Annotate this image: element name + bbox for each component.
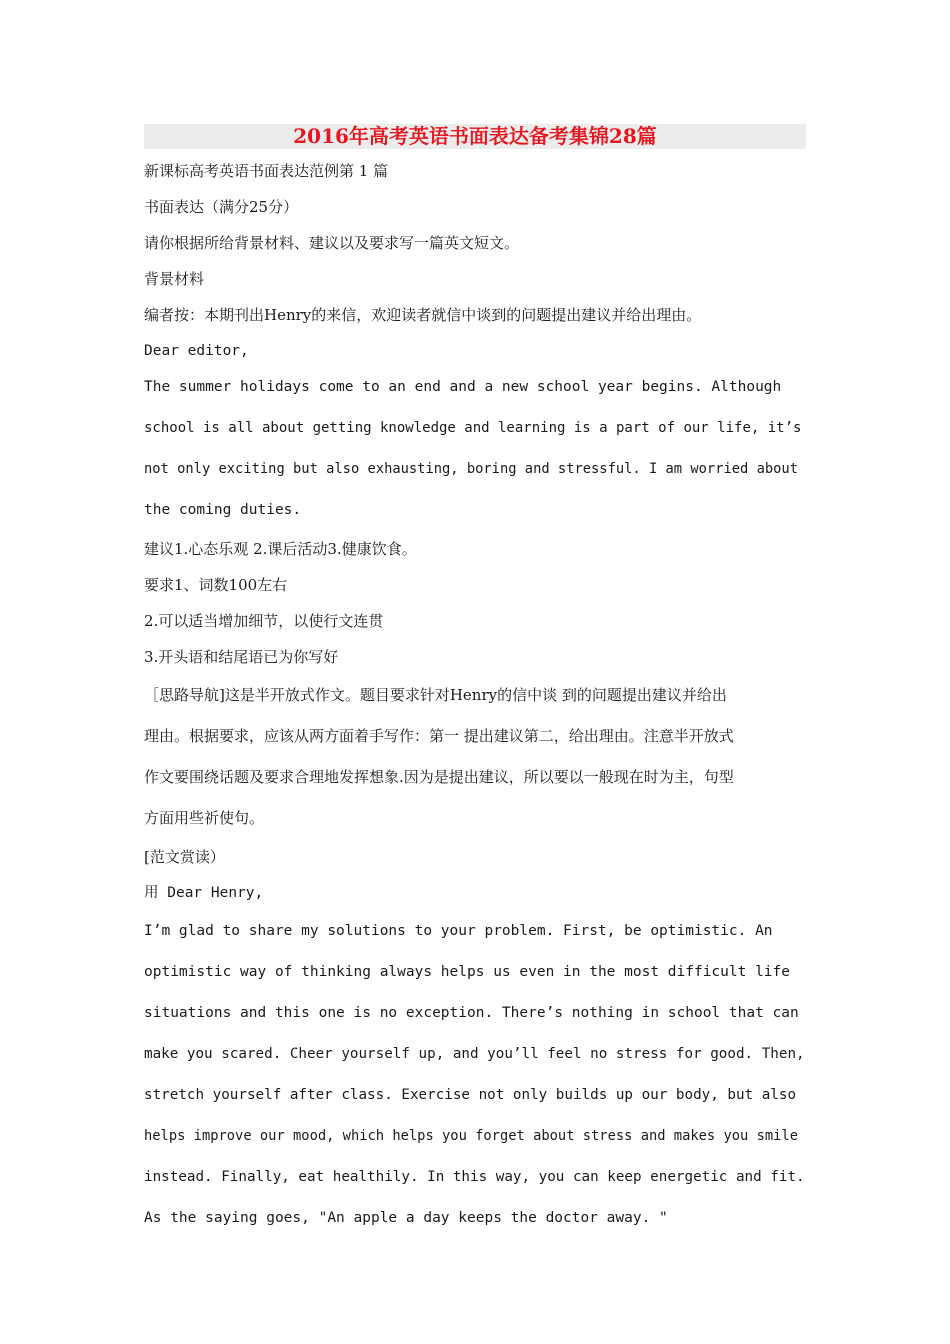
subtitle: 新课标高考英语书面表达范例第 1 篇	[144, 162, 389, 180]
model-line: optimistic way of thinking always helps us even in the most difficult life	[144, 964, 791, 980]
section-heading: 书面表达（满分25分）	[144, 198, 299, 216]
requirement-3: 3.开头语和结尾语已为你写好	[144, 648, 339, 666]
model-greeting: 用 Dear Henry,	[144, 885, 264, 901]
model-line: helps improve our mood, which helps you forget about stress and makes you smile	[144, 1128, 798, 1144]
suggestions: 建议1.心态乐观 2.课后活动3.健康饮食。	[144, 540, 417, 558]
model-essay	[144, 911, 806, 1239]
model-line: As the saying goes, "An apple a day keeps the doctor away. "	[144, 1210, 668, 1226]
letter-body	[144, 367, 806, 531]
requirement-1: 要求1、词数100左右	[144, 576, 288, 594]
document-title: 2016年高考英语书面表达备考集锦28篇	[144, 124, 806, 149]
letter-line: the coming duties.	[144, 502, 302, 518]
guide-line: ［思路导航]这是半开放式作文。题目要求针对Henry的信中谈 到的问题提出建议并给出	[144, 686, 727, 704]
writing-guide	[144, 675, 806, 839]
model-line: stretch yourself after class. Exercise not only builds up our body, but also	[144, 1087, 797, 1103]
document-page	[144, 124, 806, 1239]
editor-note: 编者按：本期刊出Henry的来信，欢迎读者就信中谈到的问题提出建议并给出理由。	[144, 306, 702, 324]
model-line: make you scared. Cheer yourself up, and you’ll feel no stress for good. Then,	[144, 1046, 805, 1062]
letter-line: school is all about getting knowledge and learning is a part of our life, it’s	[144, 420, 802, 436]
model-label: [范文赏读）	[144, 848, 225, 866]
letter-line: not only exciting but also exhausting, boring and stressful. I am worried about	[144, 461, 798, 477]
background-label: 背景材料	[144, 270, 205, 288]
guide-line: 理由。根据要求，应该从两方面着手写作：第一 提出建议第二，给出理由。注意半开放式	[144, 727, 734, 745]
instruction: 请你根据所给背景材料、建议以及要求写一篇英文短文。	[144, 234, 520, 252]
requirement-2: 2.可以适当增加细节，以使行文连贯	[144, 612, 384, 630]
model-line: I’m glad to share my solutions to your problem. First, be optimistic. An	[144, 923, 773, 939]
letter-line: The summer holidays come to an end and a new school year begins. Although	[144, 379, 782, 395]
letter-greeting: Dear editor,	[144, 343, 249, 359]
guide-line: 作文要围绕话题及要求合理地发挥想象.因为是提出建议，所以要以一般现在时为主，句型	[144, 768, 734, 786]
model-line: situations and this one is no exception. There’s nothing in school that can	[144, 1005, 799, 1021]
model-line: instead. Finally, eat healthily. In this way, you can keep energetic and fit.	[144, 1169, 805, 1185]
guide-line: 方面用些祈使句。	[144, 809, 265, 827]
